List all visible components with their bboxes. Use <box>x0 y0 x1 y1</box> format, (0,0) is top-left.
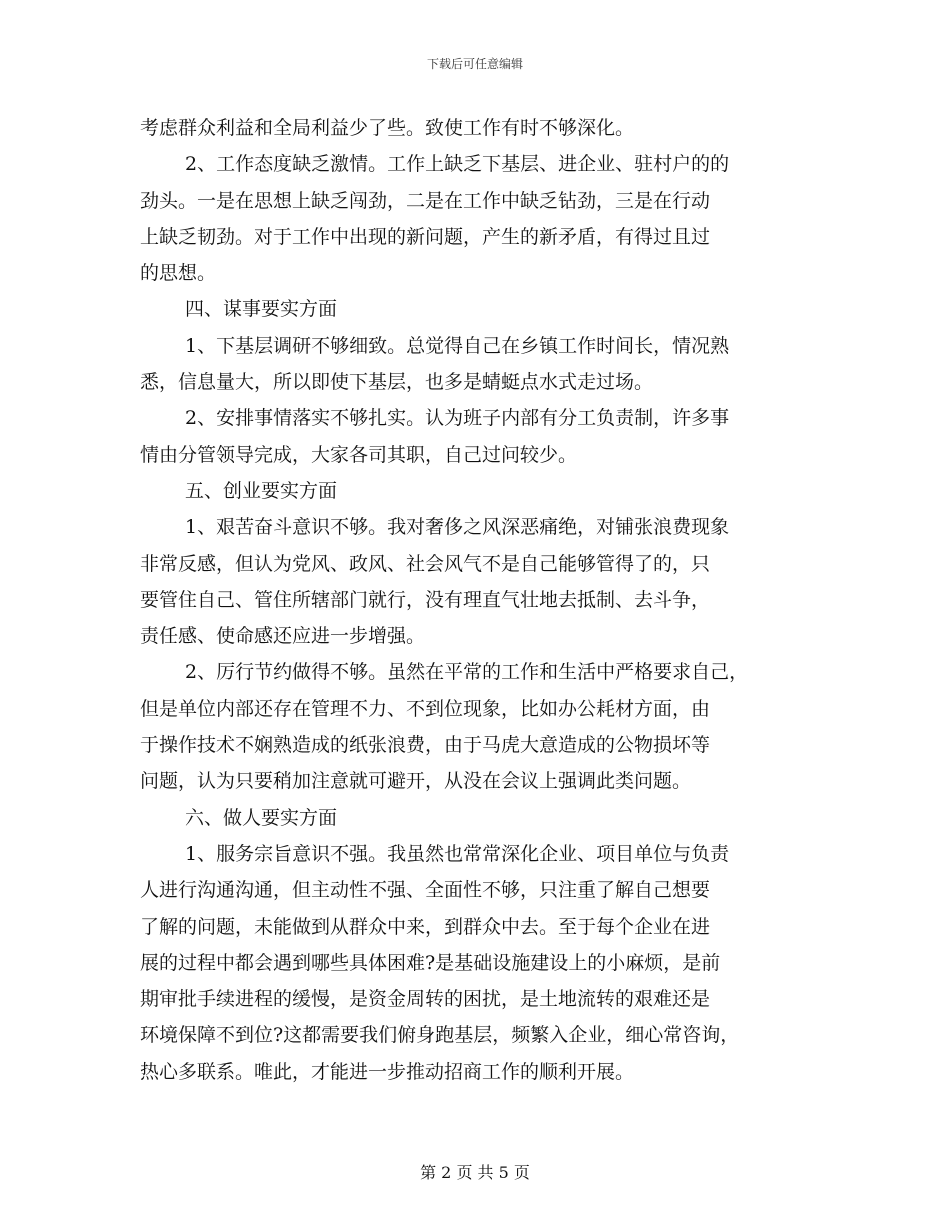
text-line: 环境保障不到位?这都需要我们俯身跑基层，频繁入企业，细心常咨询， <box>140 1024 740 1047</box>
text-line: 1、艰苦奋斗意识不够。我对奢侈之风深恶痛绝，对铺张浪费现象 <box>185 516 730 539</box>
text-line: 热心多联系。唯此，才能进一步推动招商工作的顺利开展。 <box>140 1060 635 1083</box>
document-body <box>140 110 820 1090</box>
text-line: 上缺乏韧劲。对于工作中出现的新问题，产生的新矛盾，有得过且过 <box>140 225 711 248</box>
text-line: 情由分管领导完成，大家各司其职，自己过问较少。 <box>140 443 578 466</box>
text-line: 2、工作态度缺乏激情。工作上缺乏下基层、进企业、驻村户的的 <box>185 153 730 176</box>
text-line: 责任感、使命感还应进一步增强。 <box>140 625 426 648</box>
text-line: 要管住自己、管住所辖部门就行，没有理直气壮地去抵制、去斗争， <box>140 588 711 611</box>
text-line: 展的过程中都会遇到哪些具体困难?是基础设施建设上的小麻烦，是前 <box>140 951 721 974</box>
text-line: 劲头。一是在思想上缺乏闯劲，二是在工作中缺乏钻劲，三是在行动 <box>140 189 711 212</box>
text-line: 1、服务宗旨意识不强。我虽然也常常深化企业、项目单位与负责 <box>185 842 730 865</box>
text-line: 考虑群众利益和全局利益少了些。致使工作有时不够深化。 <box>140 117 635 139</box>
text-line: 人进行沟通沟通，但主动性不强、全面性不够，只注重了解自己想要 <box>140 879 711 902</box>
text-line: 了解的问题，未能做到从群众中来，到群众中去。至于每个企业在进 <box>140 915 711 938</box>
text-line: 问题，认为只要稍加注意就可避开，从没在会议上强调此类问题。 <box>140 770 692 793</box>
page-header: 下载后可任意编辑 <box>426 57 523 71</box>
text-line: 但是单位内部还存在管理不力、不到位现象，比如办公耗材方面，由 <box>140 697 711 720</box>
text-line: 非常反感，但认为党风、政风、社会风气不是自己能够管得了的，只 <box>140 552 711 575</box>
text-line: 2、安排事情落实不够扎实。认为班子内部有分工负责制，许多事 <box>185 407 730 430</box>
text-line: 2、厉行节约做得不够。虽然在平常的工作和生活中严格要求自己， <box>185 661 749 684</box>
text-line: 六、做人要实方面 <box>185 806 338 829</box>
text-line: 悉，信息量大，所以即使下基层，也多是蜻蜓点水式走过场。 <box>140 371 654 394</box>
text-line: 于操作技术不娴熟造成的纸张浪费，由于马虎大意造成的公物损坏等 <box>140 734 711 757</box>
text-line: 的思想。 <box>140 262 217 285</box>
page-footer: 第 2 页 共 5 页 <box>420 1163 530 1182</box>
text-line: 期审批手续进程的缓慢，是资金周转的困扰，是土地流转的艰难还是 <box>140 988 711 1011</box>
text-line: 四、谋事要实方面 <box>185 298 338 321</box>
text-line: 1、下基层调研不够细致。总觉得自己在乡镇工作时间长，情况熟 <box>185 334 730 357</box>
text-line: 五、创业要实方面 <box>185 479 338 502</box>
